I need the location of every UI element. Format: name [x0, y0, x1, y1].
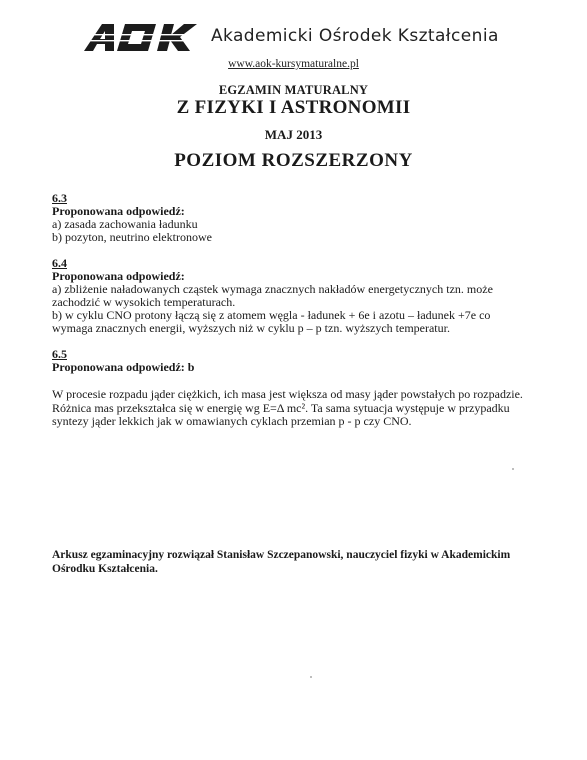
author-note-line: Arkusz egzaminacyjny rozwiązał Stanisław Szczepanowski, nauczyciel fizyki w Akademickim [52, 549, 511, 561]
answer-line: a) zbliżenie naładowanych cząstek wymaga znacznych nakładów energetycznych tzn. może [52, 282, 493, 296]
answer-line: a) zasada zachowania ładunku [52, 217, 198, 231]
paragraph-line: syntezy jąder lekkich jak w omawianych cyklach przemian p - p czy CNO. [52, 414, 412, 428]
section-number: 6.3 [52, 191, 67, 205]
answer-section-6-4 [52, 257, 532, 335]
explanation-paragraph [52, 388, 532, 429]
answer-section-6-5 [52, 348, 532, 374]
section-label: Proponowana odpowiedź: [52, 204, 185, 218]
section-number: 6.4 [52, 256, 67, 270]
answer-line: wymaga znacznych energii, wyższych niż w cyklu p – p tzn. wyższych temperatur. [52, 321, 450, 335]
scan-speck [310, 676, 312, 678]
section-number: 6.5 [52, 347, 67, 361]
logo-text: Akademicki Ośrodek Kształcenia [211, 26, 499, 46]
aok-logo-mark [80, 20, 205, 54]
subject-title: Z FIZYKI I ASTRONOMII [176, 97, 411, 118]
author-note [52, 548, 542, 576]
header-logo [80, 20, 510, 54]
answer-line: b) pozyton, neutrino elektronowe [52, 230, 212, 244]
site-link[interactable]: www.aok-kursymaturalne.pl [228, 58, 359, 70]
section-label: Proponowana odpowiedź: [52, 269, 185, 283]
answer-section-6-3 [52, 192, 532, 244]
exam-date: MAJ 2013 [264, 127, 323, 142]
section-label: Proponowana odpowiedź: b [52, 360, 195, 374]
author-note-line: Ośrodku Kształcenia. [52, 563, 158, 575]
paragraph-line: Różnica mas przekształca się w energię wg E=Δ mc². Ta sama sytuacja występuje w przypadku [52, 400, 510, 415]
exam-title: EGZAMIN MATURALNY [218, 83, 369, 97]
answer-line: zachodzić w wysokich temperaturach. [52, 295, 236, 309]
answer-line: b) w cyklu CNO protony łączą się z atomem węgla - ładunek + 6e i azotu – ładunek +7e co [52, 308, 491, 322]
level-title: POZIOM ROZSZERZONY [174, 150, 413, 171]
paragraph-line: W procesie rozpadu jąder ciężkich, ich masa jest większa od masy jąder powstałych po rozpadzie. [52, 387, 523, 401]
scan-speck [512, 468, 514, 470]
